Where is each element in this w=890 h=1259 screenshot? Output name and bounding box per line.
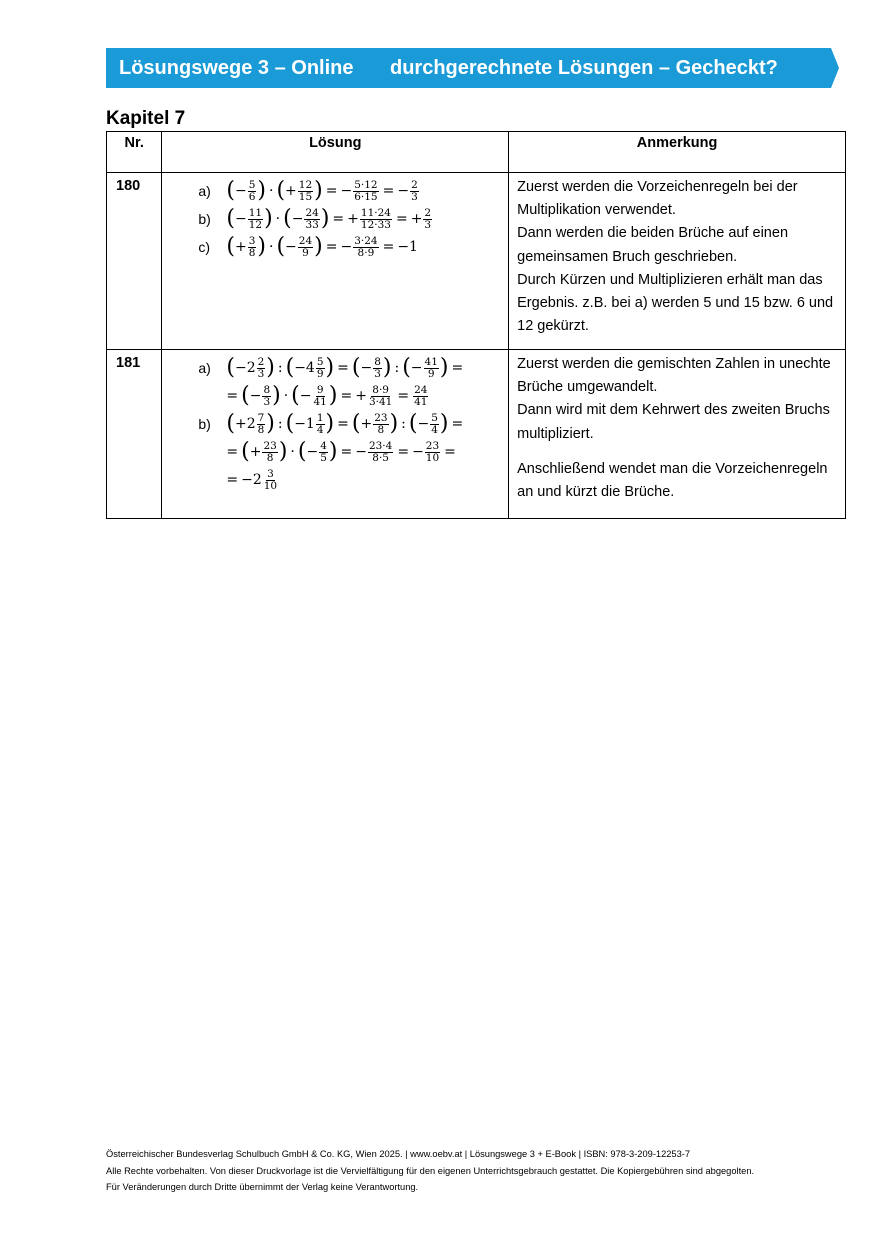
column-header-note: Anmerkung (509, 132, 846, 173)
table-row (107, 350, 846, 519)
equation-line: = ( + $\frac{23}{8}$ ) · ( − $\frac{4}{5}$ ) = − $\frac{23\cdot 4}{8\cdot 5}$ = − $\frac{23}{10}$ = (226, 439, 456, 464)
note-text: Durch Kürzen und Multiplizieren erhält man das Ergebnis. z.B. bei a) werden 5 und 15 bzw. 6 und 12 gekürzt. (517, 271, 834, 335)
solution-cell (162, 350, 509, 519)
equation-line: b) ( +2 $\frac{7}{8}$ ) : ( −1 $\frac{1}{4}$ ) = ( + $\frac{23}{8}$ ) : ( − $\frac{5}{4}$ ) = (198, 411, 464, 436)
equation-line: b) ( − $\frac{11}{12}$ ) · ( − $\frac{24}{33}$ ) = + $\frac{11\cdot 24}{12\cdot 33}$ = + $\frac{2}{3}$ (198, 206, 432, 231)
footer (106, 1146, 754, 1196)
equation-line: = ( − $\frac{8}{3}$ ) · ( − $\frac{9}{41}$ ) = + $\frac{8\cdot 9}{3\cdot 41}$ = $\frac{24}{41}$ (226, 383, 428, 408)
note-text: Zuerst werden die gemischten Zahlen in unechte Brüche umgewandelt. (517, 356, 831, 396)
note-text: Dann wird mit dem Kehrwert des zweiten Bruchs multipliziert. (517, 402, 830, 442)
chapter-heading: Kapitel 7 (106, 108, 186, 129)
footer-line: Für Veränderungen durch Dritte übernimmt der Verlag keine Verantwortung. (106, 1182, 419, 1192)
equation-line: a) ( −2 $\frac{2}{3}$ ) : ( −4 $\frac{5}{9}$ ) = ( − $\frac{8}{3}$ ) : ( − $\frac{41}{9}$ ) = (198, 355, 464, 380)
header-banner (106, 48, 839, 88)
footer-line: Österreichischer Bundesverlag Schulbuch GmbH & Co. KG, Wien 2025. | www.oebv.at | Lösungswege 3 + E-Book | ISBN: 978-3-209-12253-7 (106, 1149, 691, 1159)
column-header-nr: Nr. (107, 132, 162, 173)
equation-line: c) ( + $\frac{3}{8}$ ) · ( − $\frac{24}{9}$ ) = − $\frac{3\cdot 24}{8\cdot 9}$ = −1 (198, 234, 418, 259)
equation-line: = −2 $\frac{3}{10}$ (226, 467, 278, 492)
equation-line: a) ( − $\frac{5}{6}$ ) · ( + $\frac{12}{15}$ ) = − $\frac{5\cdot 12}{6\cdot 15}$ = − $\frac{2}{3}$ (198, 178, 418, 203)
solutions-table (106, 131, 846, 519)
banner-subtitle: durchgerechnete Lösungen – Gecheckt? (390, 57, 778, 79)
solution-cell (162, 173, 509, 350)
note-cell (509, 173, 846, 350)
note-cell (509, 350, 846, 519)
note-text: Dann werden die beiden Brüche auf einen gemeinsamen Bruch geschrieben. (517, 225, 789, 265)
row-number: 181 (107, 350, 162, 519)
footer-line: Alle Rechte vorbehalten. Von dieser Druckvorlage ist die Vervielfältigung für den eigenen Unterrichtsgebrauch gestattet. Die Kopiergebühren sind abgegolten. (106, 1165, 755, 1176)
note-text: Anschließend wendet man die Vorzeichenregeln an und kürzt die Brüche. (517, 460, 828, 501)
row-number: 180 (107, 173, 162, 350)
table-row (107, 173, 846, 350)
column-header-solution: Lösung (162, 132, 509, 173)
note-text: Zuerst werden die Vorzeichenregeln bei der Multiplikation verwendet. (517, 179, 798, 219)
banner-title: Lösungswege 3 – Online (119, 57, 354, 79)
table-header-row (107, 132, 846, 173)
